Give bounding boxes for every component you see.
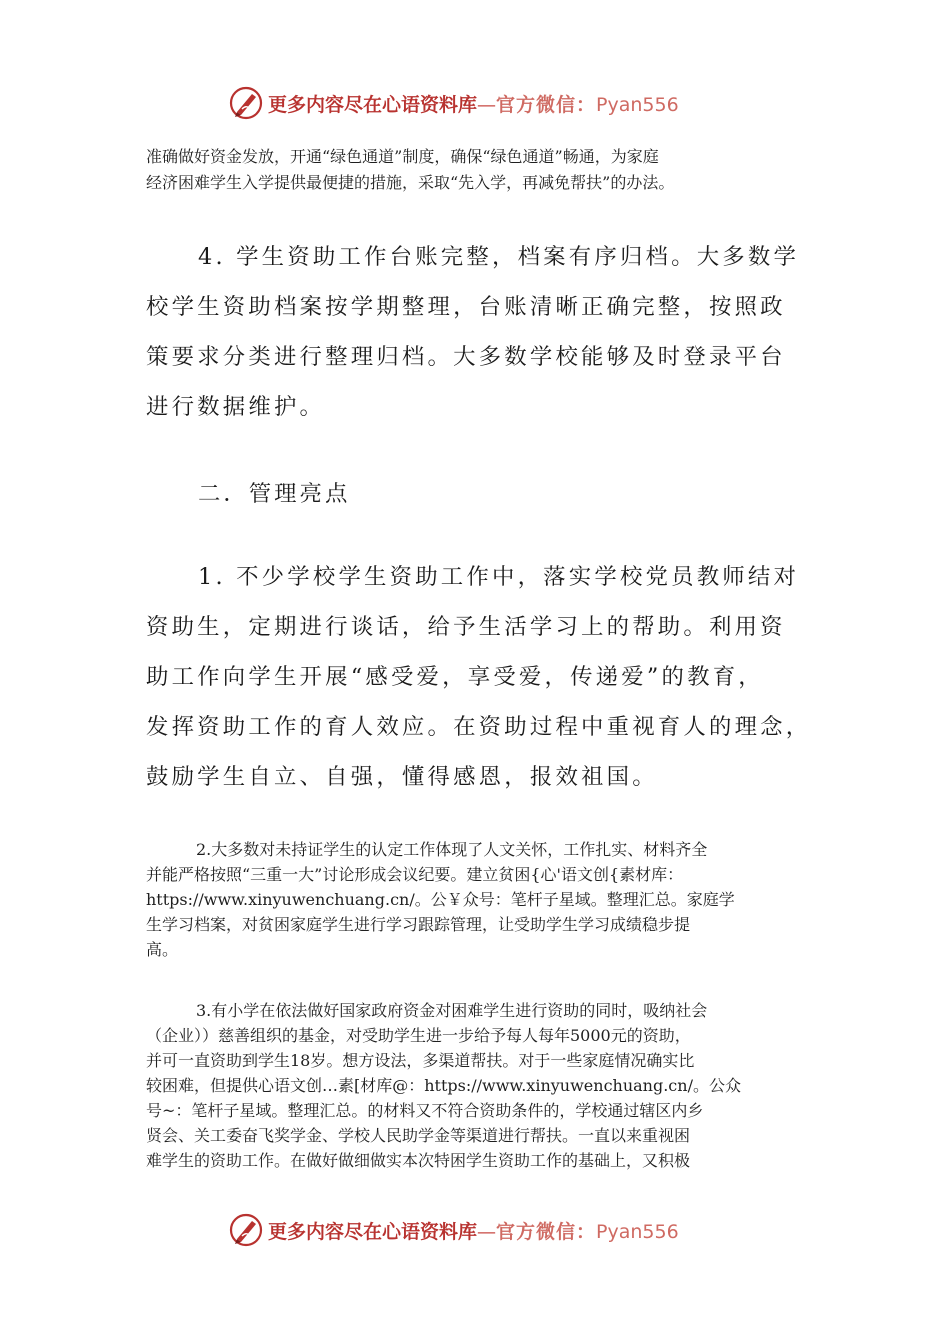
point3-line: 难学生的资助工作。在做好做细做实本次特困学生资助工作的基础上，又积极 [146,1151,691,1170]
point3-line: （企业））慈善组织的基金，对受助学生进一步给予每人每年5000元的资助， [146,1026,691,1045]
pen-logo-icon [228,85,264,121]
banner-wechat-label: 官方微信： [496,1221,597,1243]
point2-line: 2.大多数对未持证学生的认定工作体现了人文关怀，工作扎实、材料齐全 [196,840,708,859]
banner-wechat-id: Pyan556 [596,94,679,116]
point3-line: 贤会、关工委奋飞奖学金、学校人民助学金等渠道进行帮扶。一直以来重视困 [146,1126,691,1145]
banner-main-text: 更多内容尽在心语资料库 [268,94,478,116]
point1-line: 鼓励学生自立、自强，懂得感恩，报效祖国。 [146,764,658,790]
point2-line: https://www.xinyuwenchuang.cn/。公￥众号：笔杆子星域。整理汇总。家庭学 [146,890,735,909]
point2-line: 高。 [146,940,179,959]
point2-line: 并能严格按照“三重一大”讨论形成会议纪要。建立贫困{心'语文创{素材库： [146,865,684,884]
para4-line: 校学生资助档案按学期整理，台账清晰正确完整，按照政 [146,294,786,320]
point3-line: 3.有小学在依法做好国家政府资金对困难学生进行资助的同时，吸纳社会 [196,1001,708,1020]
para4-line: 进行数据维护。 [146,394,326,420]
intro-line: 准确做好资金发放，开通“绿色通道”制度，确保“绿色通道”畅通，为家庭 [146,147,659,166]
para4-line: 策要求分类进行整理归档。大多数学校能够及时登录平台 [146,344,786,370]
banner-text [268,1217,679,1244]
point3-line: 号~：笔杆子星域。整理汇总。的材料又不符合资助条件的，学校通过辖区内乡 [146,1101,704,1120]
section-heading: 二．管理亮点 [198,481,351,507]
pen-logo-icon [228,1212,264,1248]
banner-dash: — [477,1221,497,1243]
intro-line: 经济困难学生入学提供最便捷的措施，采取“先入学，再减免帮扶”的办法。 [146,173,675,192]
point3-line: 较困难，但提供心语文创…素[材库@：https://www.xinyuwenchuang.cn/。公众 [146,1076,741,1095]
banner-wechat-id: Pyan556 [596,1221,679,1243]
point2-line: 生学习档案，对贫困家庭学生进行学习跟踪管理，让受助学生学习成绩稳步提 [146,915,691,934]
banner-dash: — [477,94,497,116]
point3-line: 并可一直资助到学生18岁。想方设法，多渠道帮扶。对于一些家庭情况确实比 [146,1051,695,1070]
point1-line: 发挥资助工作的育人效应。在资助过程中重视育人的理念， [146,714,812,740]
para4-line: 4. 学生资助工作台账完整，档案有序归档。大多数学 [198,244,800,270]
point1-line: 助工作向学生开展“感受爱，享受爱，传递爱”的教育， [146,664,764,690]
banner-wechat-label: 官方微信： [496,94,597,116]
banner-main-text: 更多内容尽在心语资料库 [268,1221,478,1243]
point1-line: 资助生，定期进行谈话，给予生活学习上的帮助。利用资 [146,614,786,640]
banner-text [268,90,679,117]
footer-banner [0,1210,950,1250]
header-banner [0,83,950,123]
point1-line: 1. 不少学校学生资助工作中，落实学校党员教师结对 [198,564,800,590]
